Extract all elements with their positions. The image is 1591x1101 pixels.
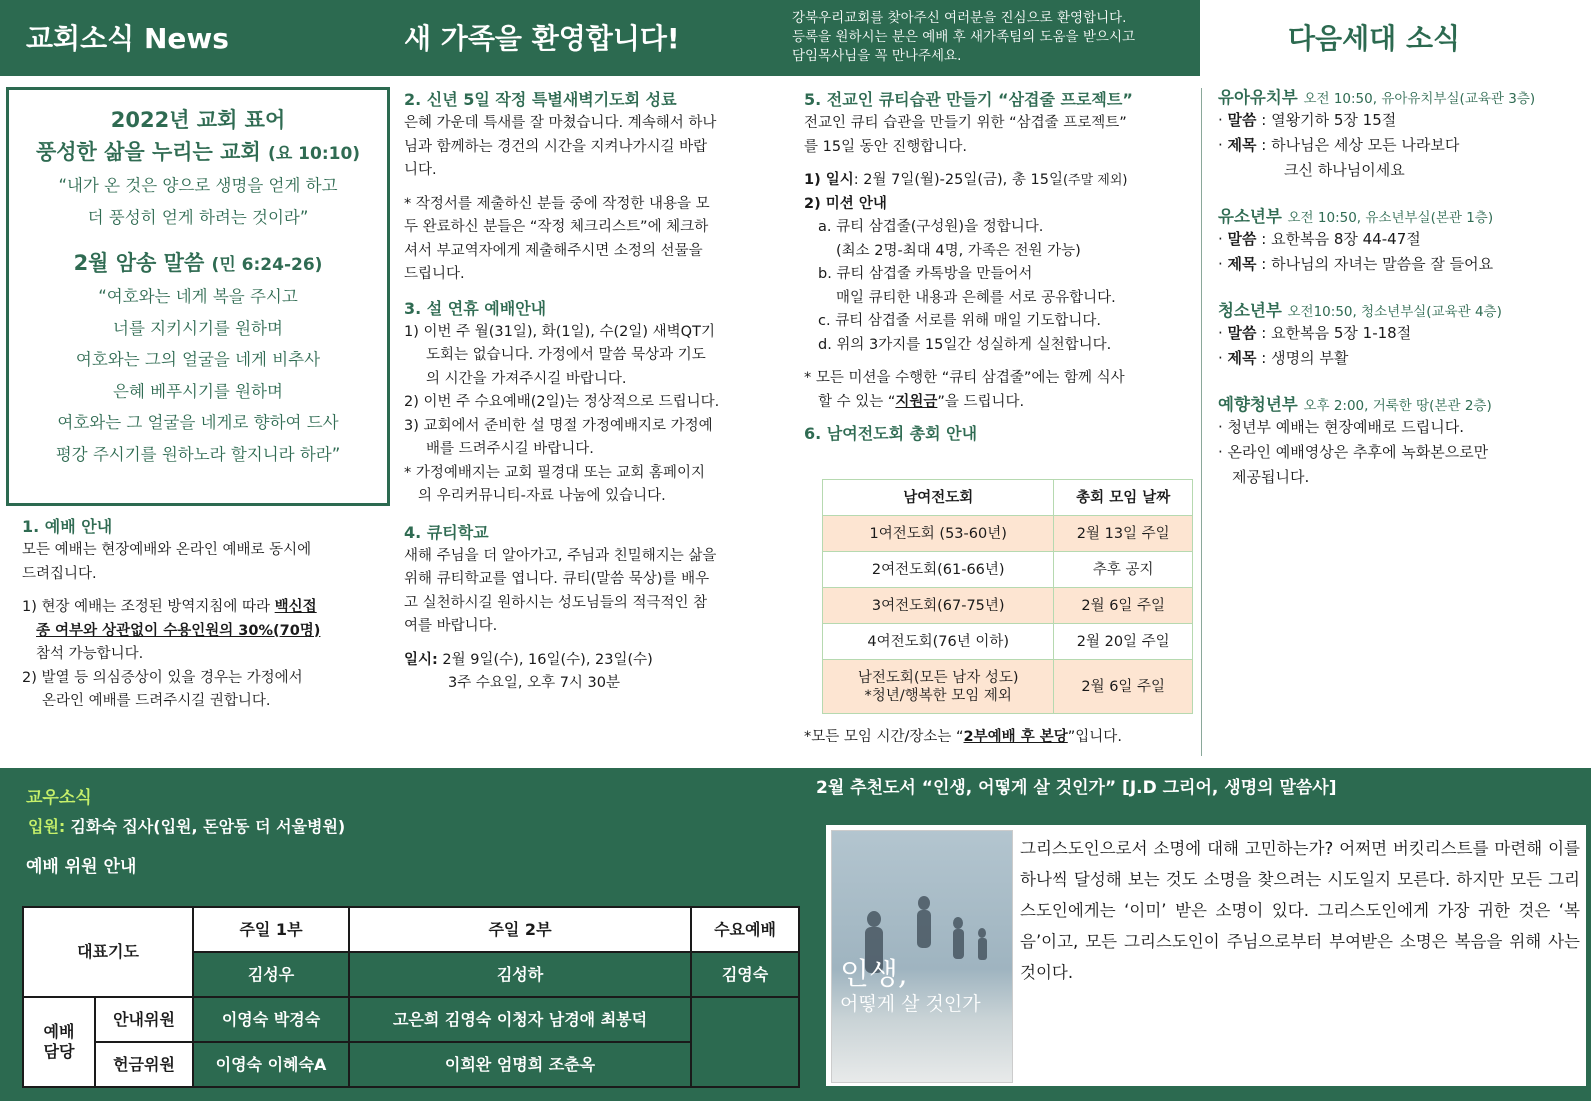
section-title: 1. 예배 안내 bbox=[22, 517, 113, 536]
section-title: 6. 남여전도회 총회 안내 bbox=[804, 424, 978, 443]
welcome-text: 강북우리교회를 찾아주신 여러분을 진심으로 환영합니다. 등록을 원하시는 분은 예배 후 새가족팀의 도움을 받으시고 담임목사님을 꼭 만나주세요. bbox=[792, 10, 1136, 64]
table-header: 총회 모임 날짜 bbox=[1054, 480, 1193, 516]
dept-youth: 청소년부 오전10:50, 청소년부실(교육관 4층) · 말씀 : 요한복음 5장 1-18절 · 제목 : 생명의 부활 bbox=[1218, 301, 1502, 367]
section-title: 2. 신년 5일 작정 특별새벽기도회 성료 bbox=[404, 90, 677, 109]
book-cover-title: 인생, bbox=[840, 957, 908, 992]
staff-table: 대표기도 주일 1부 주일 2부 수요예배 김성우 김성하 김영숙 예배 담당 안내위원 이영숙 박경숙 고은희 김영숙 이청자 남경애 최봉덕 헌금위원 이영숙 이혜숙A 이희완 엄명희 조춘옥 bbox=[22, 906, 800, 1088]
dept-young-adult: 예향청년부 오후 2:00, 거룩한 땅(본관 2층) · 청년부 예배는 현장예배로 드립니다. · 온라인 예배영상은 추후에 녹화본으로만 제공됩니다. bbox=[1218, 395, 1492, 486]
next-gen-title: 다음세대 소식 bbox=[1288, 22, 1461, 55]
column-right-center: 5. 전교인 큐티습관 만들기 “삼겹줄 프로젝트” 전교인 큐티 습관을 만들기 위한 “삼겹줄 프로젝트” 를 15일 동안 진행합니다. 1) 일시: 2월 7일(월)-25일(금), 총 15일(주말 제외) 2) 미션 안내 a. 큐티 삼겹줄(구성원)을 정합니다. (최소 2명-최대 4명, 가족은 전원 가능) b. 큐티 삼겹줄 카톡방을 만들어서 매일 큐티한 내용과 은혜를 서로 공유합니다. c. 큐티 삼겹줄 서로를 위해 매일 기도합니다. d. 위의 3가지를 15일간 성실하게 실천합니다. * 모든 미션을 수행한 “큐티 삼겹줄”에는 함께 식사 할 수 있는 “지원금”을 드립니다. 6. 남여전도회 총회 안내 bbox=[804, 88, 1196, 446]
table-row: 1여전도회 (53-60년) 2월 13일 주일 bbox=[823, 516, 1193, 552]
motto-title: 2022년 교회 표어 bbox=[110, 108, 286, 132]
welcome-title: 새 가족을 환영합니다! bbox=[404, 22, 680, 55]
dept-infant: 유아유치부 오전 10:50, 유아유치부실(교육관 3층) · 말씀 : 열왕기하 5장 15절 · 제목 : 하나님은 세상 모든 나라보다 크신 하나님이세요 bbox=[1218, 88, 1536, 179]
table-row: 3여전도회(67-75년) 2월 6일 주일 bbox=[823, 588, 1193, 624]
hospital-news: 입원: 김화숙 집사(입원, 돈암동 더 서울병원) bbox=[28, 817, 346, 836]
table-row: 남전도회(모든 남자 성도) *청년/행복한 모임 제외 2월 6일 주일 bbox=[823, 660, 1193, 714]
book-title: 2월 추천도서 “인생, 어떻게 살 것인가” [J.D 그리어, 생명의 말씀사] bbox=[816, 778, 1337, 798]
section-worship: 1. 예배 안내 모든 예배는 현장예배와 온라인 예배로 동시에 드려집니다. 1) 현장 예배는 조정된 방역지침에 따라 백신접 종 여부와 상관없이 수용인원의 30%(70명) 참석 가능합니다. 2) 발열 등 의심증상이 있을 경우는 가정에서 온라인 예배를 드려주시길 권합니다. bbox=[22, 515, 382, 714]
memory-title: 2월 암송 말씀 (민 6:24-26) bbox=[73, 251, 323, 275]
next-gen-list bbox=[1218, 84, 1588, 490]
book-description: 그리스도인으로서 소명에 대해 고민하는가? 어쩌면 버킷리스트를 마련해 이를 하나씩 달성해 보는 것도 소명을 찾으려는 시도일지 모른다. 하지만 모든 그리스도인에게는 ‘이미’ 받은 소명이 있다. 그리스도인에게 가장 귀한 것은 ‘복음’이고, 모든 그리스도인이 주님으로부터 부여받은 소명은 복음을 위해 사는 것이다. bbox=[1020, 839, 1580, 982]
meetings-footer: *모든 모임 시간/장소는 “2부예배 후 본당”입니다. bbox=[804, 729, 1122, 745]
book-cover bbox=[831, 830, 1013, 1083]
book-cover-subtitle: 어떻게 살 것인가 bbox=[840, 993, 981, 1015]
section-title: 5. 전교인 큐티습관 만들기 “삼겹줄 프로젝트” bbox=[804, 90, 1133, 109]
motto-slogan: 풍성한 삶을 누리는 교회 (요 10:10) bbox=[35, 140, 361, 164]
news-title: 교회소식 News bbox=[26, 22, 229, 55]
member-news-title: 교우소식 bbox=[26, 788, 92, 808]
table-header: 남여전도회 bbox=[823, 480, 1054, 516]
motto-verse: “내가 온 것은 양으로 생명을 얻게 하고 더 풍성히 얻게 하려는 것이라” bbox=[58, 176, 338, 227]
dept-children: 유소년부 오전 10:50, 유소년부실(본관 1층) · 말씀 : 요한복음 8장 44-47절 · 제목 : 하나님의 자녀는 말씀을 잘 들어요 bbox=[1218, 207, 1494, 273]
column-middle: 2. 신년 5일 작정 특별새벽기도회 성료 은혜 가운데 특새를 잘 마쳤습니다. 계속해서 하나 님과 함께하는 경건의 시간을 지켜나가시길 바랍 니다. * 작정서를 제출하신 분들 중에 작정한 내용을 모 두 완료하신 분들은 “작정 체크리스트”에 체크하 셔서 부교역자에게 제출해주시면 소정의 선물을 드립니다. 3. 설 연휴 예배안내 1) 이번 주 월(31일), 화(1일), 수(2일) 새벽QT기 도회는 없습니다. 가정에서 말씀 묵상과 기도 의 시간을 가져주시길 바랍니다. 2) 이번 주 수요예배(2일)는 정상적으로 드립니다. 3) 교회에서 준비한 설 명절 가정예배지로 가정예 배를 드려주시길 바랍니다. * 가정예배지는 교회 필경대 또는 교회 홈페이지 의 우리커뮤니티-자료 나눔에 있습니다. 4. 큐티학교 새해 주님을 더 알아가고, 주님과 친밀해지는 삶을 위해 큐티학교를 엽니다. 큐티(말씀 묵상)를 배우 고 실천하시길 원하시는 성도님들의 적극적인 참 여를 바랍니다. 일시: 2월 9일(수), 16일(수), 23일(수) 3주 수요일, 오후 7시 30분 bbox=[404, 88, 776, 696]
motto-box bbox=[6, 87, 390, 506]
memory-verse: “여호와는 네게 복을 주시고 너를 지키시기를 원하며 여호와는 그의 얼굴을 네게 비추사 은혜 베푸시기를 원하며 여호와는 그 얼굴을 네게로 향하여 드사 평강 주시기를 원하노라 할지니라 하라” bbox=[55, 287, 341, 464]
table-row: 4여전도회(76년 이하) 2월 20일 주일 bbox=[823, 624, 1193, 660]
meetings-table bbox=[822, 479, 1193, 714]
staff-title: 예배 위원 안내 bbox=[26, 857, 137, 877]
column-divider bbox=[1201, 88, 1202, 756]
section-title: 3. 설 연휴 예배안내 bbox=[404, 298, 547, 318]
section-title: 4. 큐티학교 bbox=[404, 522, 489, 542]
table-row: 2여전도회(61-66년) 추후 공지 bbox=[823, 552, 1193, 588]
